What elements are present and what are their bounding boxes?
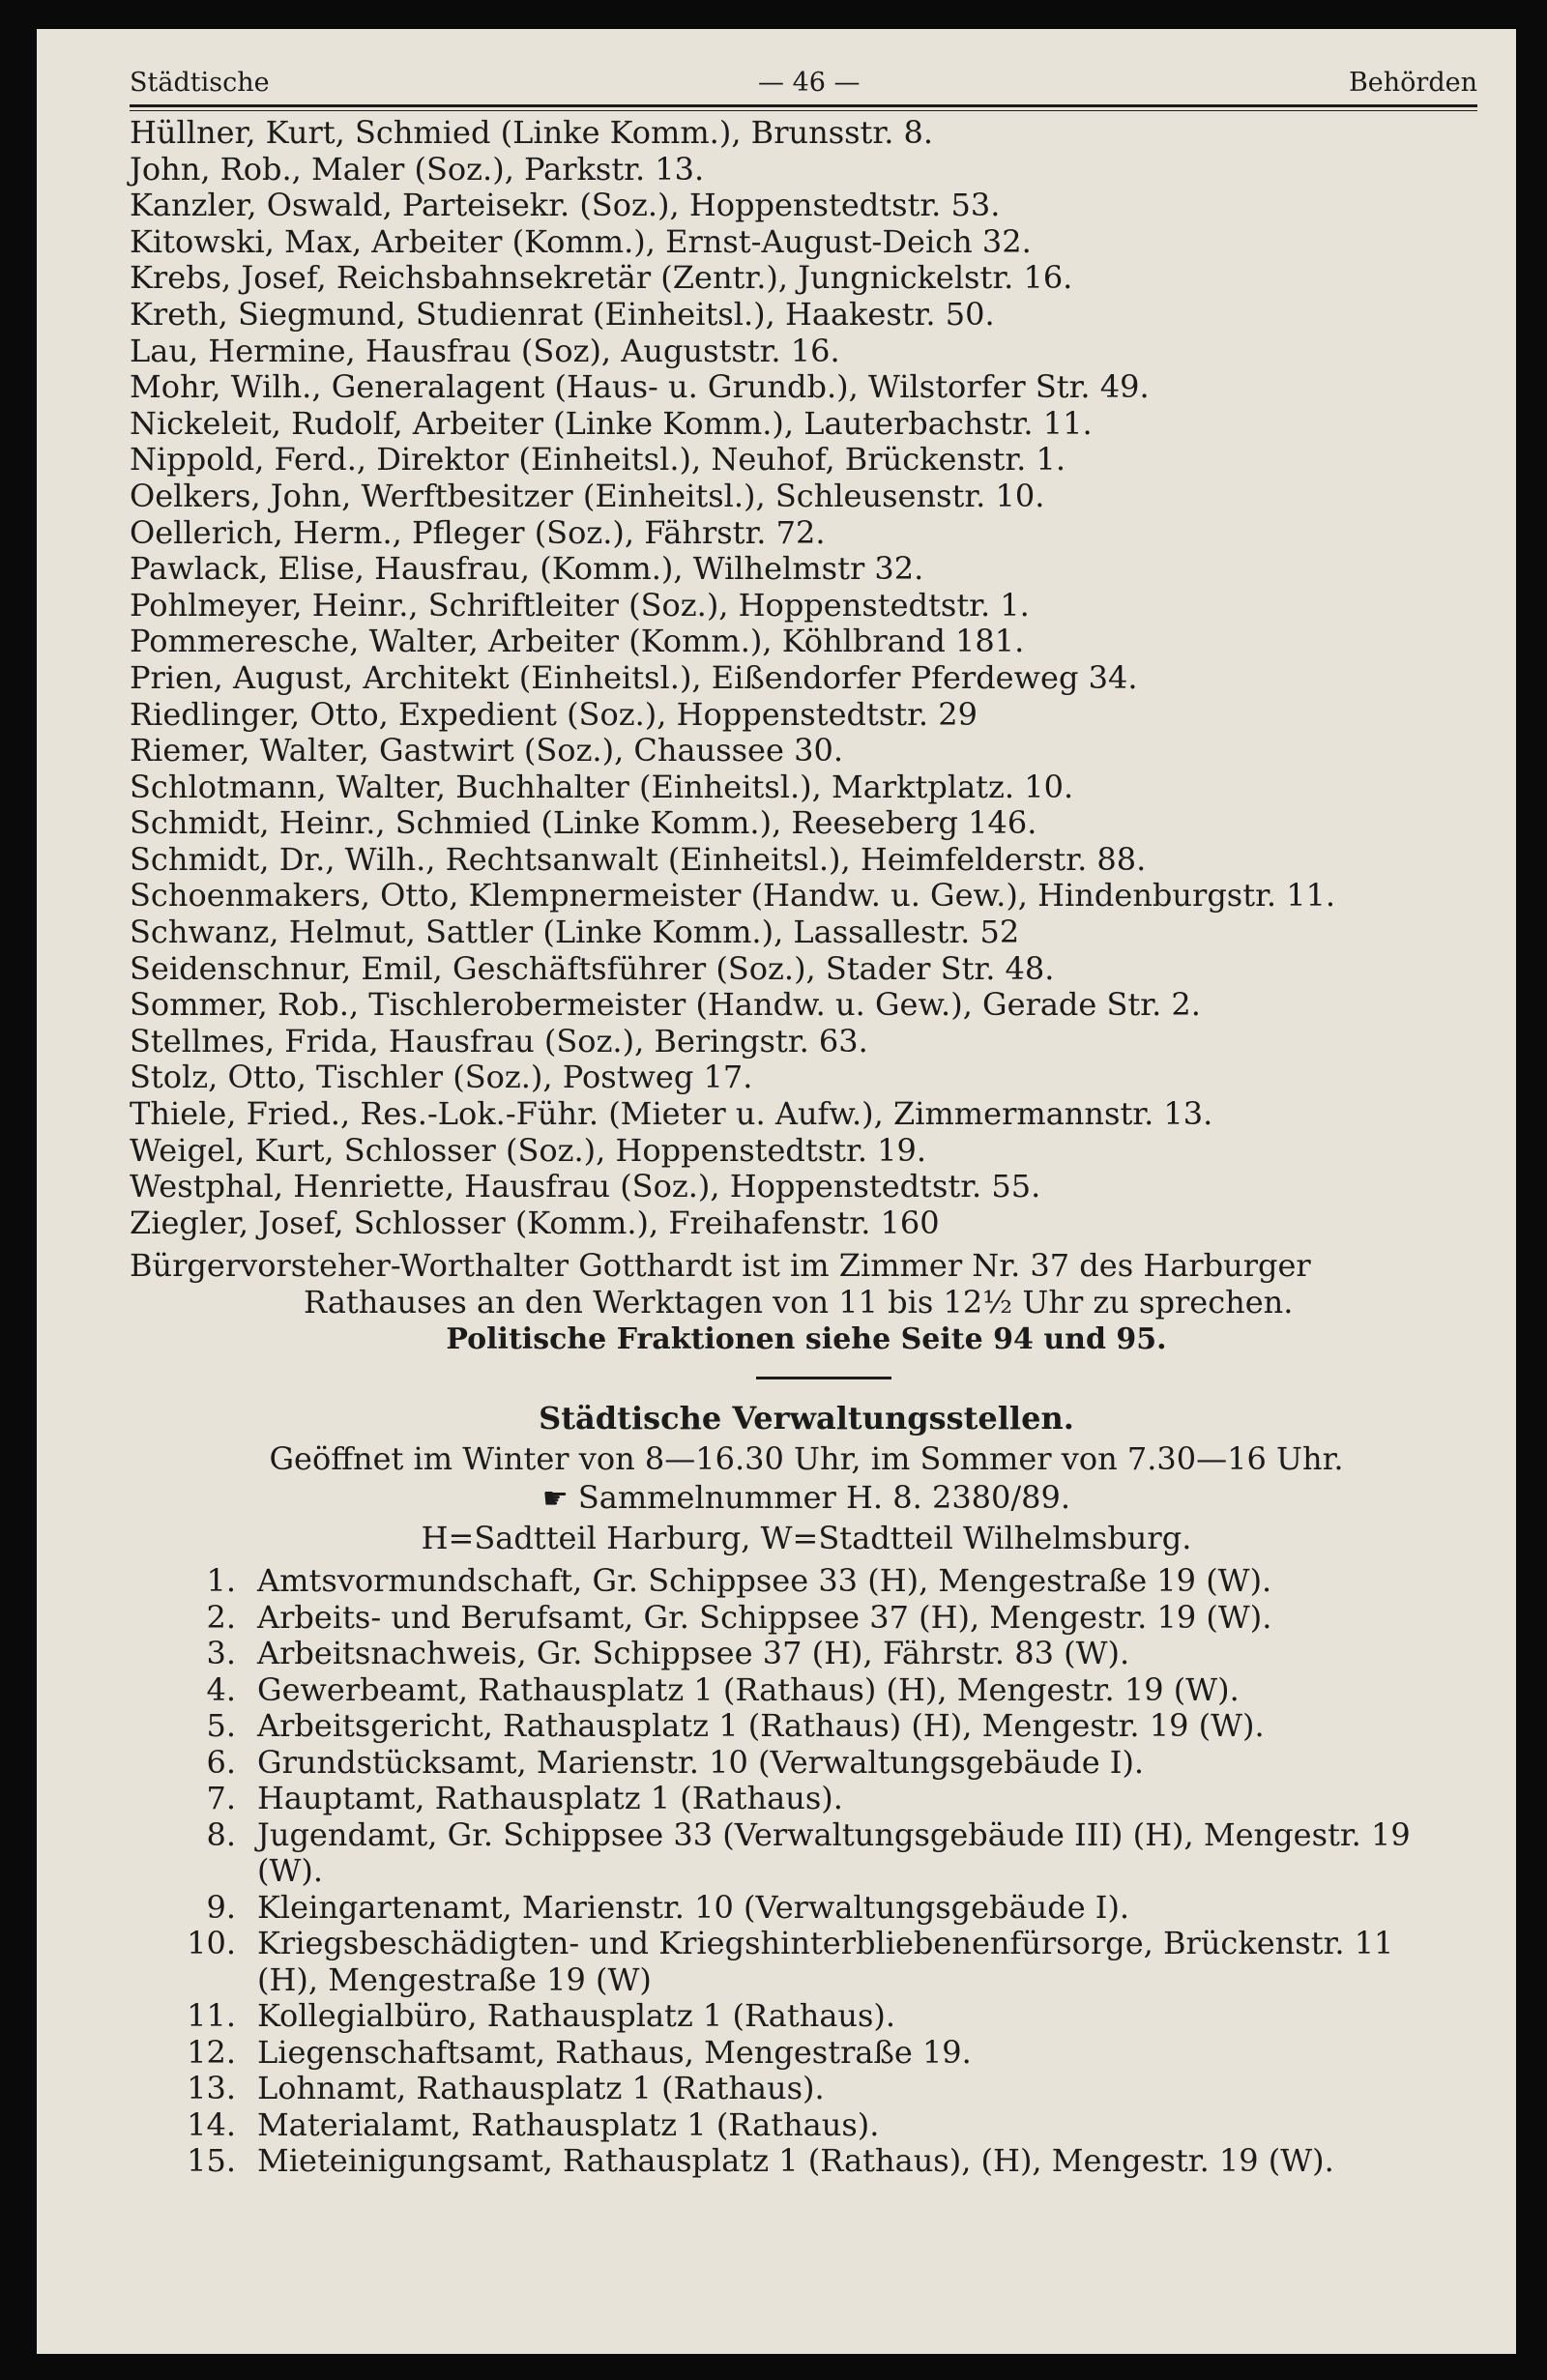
office-number: 6. bbox=[206, 1743, 236, 1781]
member-entry: Riemer, Walter, Gastwirt (Soz.), Chaussee 30. bbox=[130, 732, 843, 769]
member-entry: John, Rob., Maler (Soz.), Parkstr. 13. bbox=[130, 150, 705, 188]
pointing-hand-icon: ☛ bbox=[541, 1482, 569, 1517]
document-page bbox=[37, 29, 1516, 2354]
office-text: Liegenschaftsamt, Rathaus, Mengestraße 19. bbox=[257, 2033, 972, 2071]
member-entry: Krebs, Josef, Reichsbahnsekretär (Zentr.), Jungnickelstr. 16. bbox=[130, 259, 1073, 297]
running-head-right: Behörden bbox=[1348, 68, 1477, 98]
office-item bbox=[130, 1745, 1477, 1782]
phone-line bbox=[130, 1478, 1483, 1519]
office-number: 9. bbox=[206, 1888, 236, 1926]
member-entry: Prien, August, Architekt (Einheitsl.), Eißendorfer Pferdeweg 34. bbox=[130, 658, 1138, 696]
member-entry: Mohr, Wilh., Generalagent (Haus- u. Grundb.), Wilstorfer Str. 49. bbox=[130, 368, 1150, 406]
member-entry: Schmidt, Dr., Wilh., Rechtsanwalt (Einheitsl.), Heimfelderstr. 88. bbox=[130, 840, 1147, 878]
note-line-1: Bürgervorsteher-Worthalter Gotthardt ist im Zimmer Nr. 37 des Harburger bbox=[130, 1247, 1311, 1285]
office-number: 7. bbox=[206, 1780, 236, 1817]
phone-number: Sammelnummer H. 8. 2380/89. bbox=[577, 1479, 1071, 1517]
member-entry: Pommeresche, Walter, Arbeiter (Komm.), Köhlbrand 181. bbox=[130, 623, 1025, 660]
office-text: Arbeitsnachweis, Gr. Schippsee 37 (H), Fährstr. 83 (W). bbox=[257, 1635, 1130, 1672]
office-text: Grundstücksamt, Marienstr. 10 (Verwaltungsgebäude I). bbox=[257, 1743, 1145, 1781]
office-text: Kleingartenamt, Marienstr. 10 (Verwaltungsgebäude I). bbox=[257, 1888, 1130, 1926]
office-number: 8. bbox=[206, 1815, 236, 1853]
office-item bbox=[130, 1672, 1477, 1709]
office-number: 15. bbox=[187, 2142, 236, 2180]
office-number: 1. bbox=[206, 1562, 236, 1600]
member-entry: Nippold, Ferd., Direktor (Einheitsl.), Neuhof, Brückenstr. 1. bbox=[130, 441, 1065, 479]
office-text: Gewerbeamt, Rathausplatz 1 (Rathaus) (H), Mengestr. 19 (W). bbox=[257, 1670, 1240, 1708]
office-item bbox=[130, 1998, 1477, 2035]
office-item bbox=[130, 1926, 1477, 1998]
header-rule bbox=[130, 104, 1477, 107]
member-entry: Oellerich, Herm., Pfleger (Soz.), Fährstr. 72. bbox=[130, 513, 826, 551]
note-line-2: Rathauses an den Werktagen von 11 bis 12½ Uhr zu sprechen. bbox=[304, 1284, 1294, 1321]
member-entry: Westphal, Henriette, Hausfrau (Soz.), Hoppenstedtstr. 55. bbox=[130, 1168, 1041, 1205]
member-entry: Stolz, Otto, Tischler (Soz.), Postweg 17. bbox=[130, 1059, 753, 1096]
member-entry: Weigel, Kurt, Schlosser (Soz.), Hoppenstedtstr. 19. bbox=[130, 1131, 927, 1169]
member-entry: Sommer, Rob., Tischlerobermeister (Handw. u. Gew.), Gerade Str. 2. bbox=[130, 986, 1201, 1024]
opening-hours: Geöffnet im Winter von 8—16.30 Uhr, im Sommer von 7.30—16 Uhr. bbox=[269, 1440, 1344, 1478]
member-entry: Schmidt, Heinr., Schmied (Linke Komm.), Reeseberg 146. bbox=[130, 804, 1037, 842]
office-number: 4. bbox=[206, 1670, 236, 1708]
member-entry: Kreth, Siegmund, Studienrat (Einheitsl.), Haakestr. 50. bbox=[130, 295, 995, 333]
member-entry: Stellmes, Frida, Hausfrau (Soz.), Beringstr. 63. bbox=[130, 1022, 868, 1059]
office-item bbox=[130, 2143, 1477, 2180]
office-text: Mieteinigungsamt, Rathausplatz 1 (Rathaus), (H), Mengestr. 19 (W). bbox=[257, 2142, 1334, 2180]
member-entry: Hüllner, Kurt, Schmied (Linke Komm.), Brunsstr. 8. bbox=[130, 114, 934, 151]
office-item bbox=[130, 1636, 1477, 1672]
office-text: Hauptamt, Rathausplatz 1 (Rathaus). bbox=[257, 1780, 843, 1817]
office-text: Lohnamt, Rathausplatz 1 (Rathaus). bbox=[257, 2070, 825, 2107]
office-number: 10. bbox=[187, 1925, 236, 1962]
office-text: Materialamt, Rathausplatz 1 (Rathaus). bbox=[257, 2105, 880, 2143]
office-text: Kollegialbüro, Rathausplatz 1 (Rathaus). bbox=[257, 1997, 896, 2035]
office-text: Arbeits- und Berufsamt, Gr. Schippsee 37 (H), Mengestr. 19 (W). bbox=[257, 1598, 1272, 1636]
member-entry: Ziegler, Josef, Schlosser (Komm.), Freihafenstr. 160 bbox=[130, 1204, 940, 1241]
office-item bbox=[130, 1817, 1477, 1890]
office-number: 13. bbox=[187, 2070, 236, 2107]
office-text: Kriegsbeschädigten- und Kriegshinterbliebenenfürsorge, Brückenstr. 11 (H), Mengestraße 19 (W) bbox=[257, 1925, 1394, 1998]
member-entry: Lau, Hermine, Hausfrau (Soz), Auguststr. 16. bbox=[130, 332, 840, 369]
member-entry: Schoenmakers, Otto, Klempnermeister (Handw. u. Gew.), Hindenburgstr. 11. bbox=[130, 877, 1336, 914]
district-legend: H=Sadtteil Harburg, W=Stadtteil Wilhelmsburg. bbox=[421, 1520, 1192, 1557]
page-header bbox=[130, 66, 1477, 101]
member-entry: Schwanz, Helmut, Sattler (Linke Komm.), Lassallestr. 52 bbox=[130, 914, 1020, 951]
member-list bbox=[130, 115, 1477, 1241]
member-entry: Schlotmann, Walter, Buchhalter (Einheitsl.), Marktplatz. 10. bbox=[130, 768, 1074, 805]
page-number: — 46 — bbox=[758, 68, 861, 98]
office-item bbox=[130, 1781, 1477, 1817]
office-number: 14. bbox=[187, 2105, 236, 2143]
section-title: Städtische Verwaltungsstellen. bbox=[539, 1400, 1074, 1437]
office-item bbox=[130, 1563, 1477, 1600]
header-rule-thin bbox=[130, 110, 1477, 111]
office-item bbox=[130, 1890, 1477, 1927]
member-entry: Oelkers, John, Werftbesitzer (Einheitsl.), Schleusenstr. 10. bbox=[130, 477, 1045, 514]
office-item bbox=[130, 2035, 1477, 2072]
office-item bbox=[130, 1708, 1477, 1745]
member-entry: Nickeleit, Rudolf, Arbeiter (Linke Komm.), Lauterbachstr. 11. bbox=[130, 404, 1093, 442]
office-number: 2. bbox=[206, 1598, 236, 1636]
member-entry: Kitowski, Max, Arbeiter (Komm.), Ernst-August-Deich 32. bbox=[130, 222, 1032, 260]
office-item bbox=[130, 2107, 1477, 2144]
office-number: 5. bbox=[206, 1707, 236, 1745]
section-divider bbox=[756, 1377, 891, 1379]
office-number: 3. bbox=[206, 1635, 236, 1672]
fraktionen-reference: Politische Fraktionen siehe Seite 94 und 95. bbox=[446, 1322, 1167, 1357]
office-text: Jugendamt, Gr. Schippsee 33 (Verwaltungsgebäude III) (H), Mengestr. 19 (W). bbox=[257, 1815, 1411, 1890]
office-text: Arbeitsgericht, Rathausplatz 1 (Rathaus) (H), Mengestr. 19 (W). bbox=[257, 1707, 1265, 1745]
office-text: Amtsvormundschaft, Gr. Schippsee 33 (H), Mengestraße 19 (W). bbox=[257, 1562, 1272, 1600]
member-entry: Pohlmeyer, Heinr., Schriftleiter (Soz.), Hoppenstedtstr. 1. bbox=[130, 586, 1030, 624]
member-entry: Pawlack, Elise, Hausfrau, (Komm.), Wilhelmstr 32. bbox=[130, 550, 924, 588]
office-number: 12. bbox=[187, 2033, 236, 2071]
member-entry: Kanzler, Oswald, Parteisekr. (Soz.), Hoppenstedtstr. 53. bbox=[130, 187, 1001, 224]
office-item bbox=[130, 2071, 1477, 2107]
office-item bbox=[130, 1600, 1477, 1637]
member-entry: Riedlinger, Otto, Expedient (Soz.), Hoppenstedtstr. 29 bbox=[130, 695, 978, 733]
office-number: 11. bbox=[187, 1997, 236, 2035]
running-head-left: Städtische bbox=[130, 68, 270, 98]
worthalter-note bbox=[130, 1247, 1464, 1321]
office-list bbox=[130, 1563, 1477, 2180]
member-entry: Seidenschnur, Emil, Geschäftsführer (Soz.), Stader Str. 48. bbox=[130, 949, 1055, 987]
member-entry: Thiele, Fried., Res.-Lok.-Führ. (Mieter u. Aufw.), Zimmermannstr. 13. bbox=[130, 1095, 1213, 1133]
